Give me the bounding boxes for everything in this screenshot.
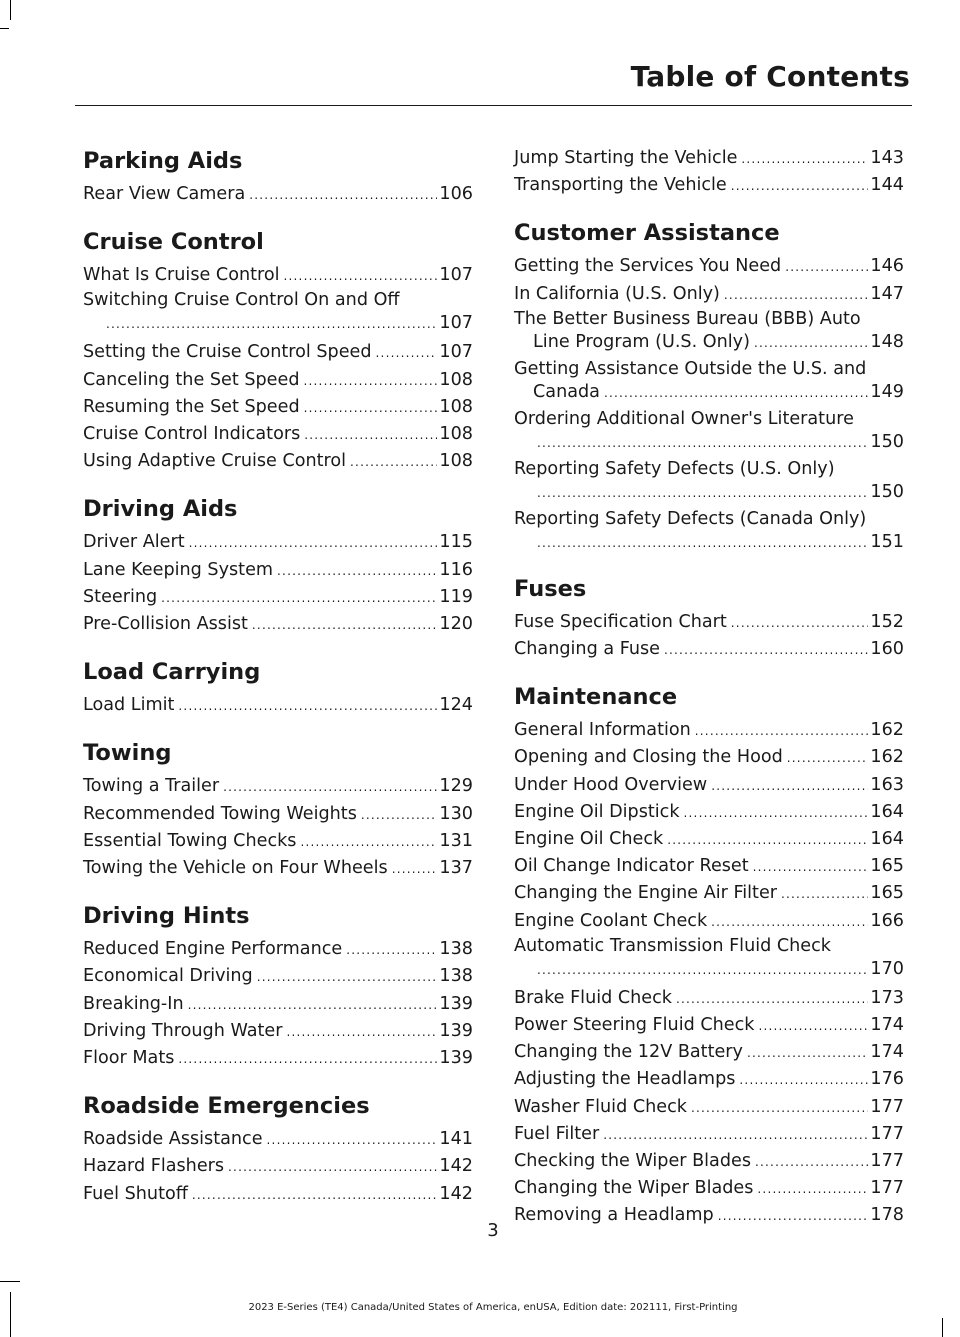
toc-entry[interactable] (514, 1066, 904, 1093)
dot-leader (249, 182, 437, 208)
dot-leader (304, 395, 438, 421)
toc-entry-title: The Better Business Bureau (BBB) Auto (514, 308, 861, 329)
dot-leader (376, 340, 438, 366)
toc-entry[interactable] (83, 1045, 473, 1072)
dot-leader (731, 610, 869, 636)
toc-entry[interactable] (514, 253, 904, 280)
toc-page-number: 147 (870, 283, 904, 304)
toc-page-number: 165 (870, 856, 904, 877)
toc-entry[interactable] (514, 880, 904, 907)
toc-entry-title: Checking the Wiper Blades (514, 1151, 752, 1172)
toc-entry-continuation (514, 381, 904, 405)
title-rule (75, 105, 912, 106)
toc-entry[interactable] (83, 611, 473, 638)
toc-page-number: 162 (870, 720, 904, 741)
edition-footer: 2023 E-Series (TE4) Canada/United States of America, enUSA, Edition date: 202111, First-Printing (248, 1302, 738, 1313)
toc-entry[interactable] (514, 636, 904, 663)
toc-entry-title: General Information (514, 720, 691, 741)
section-heading[interactable]: Driving Hints (83, 903, 250, 930)
continued-entries (514, 145, 904, 199)
toc-entry[interactable] (83, 584, 473, 611)
toc-entry-title: Roadside Assistance (83, 1129, 263, 1150)
dot-leader (731, 173, 869, 199)
section-heading[interactable]: Cruise Control (83, 229, 264, 256)
toc-entry[interactable] (514, 1148, 904, 1175)
toc-page-number: 129 (439, 776, 473, 797)
dot-leader (785, 254, 868, 280)
toc-entry-title: Driving Through Water (83, 1020, 283, 1041)
toc-page-number: 108 (439, 369, 473, 390)
toc-page-number: 177 (870, 1096, 904, 1117)
toc-entry-continuation (514, 331, 904, 355)
toc-page-number: 130 (439, 803, 473, 824)
toc-entry[interactable] (83, 529, 473, 556)
toc-entry-title: Driver Alert (83, 532, 185, 553)
toc-entry[interactable] (514, 1094, 904, 1121)
toc-column-left (83, 145, 473, 1226)
toc-entry-title: Towing the Vehicle on Four Wheels (83, 858, 388, 879)
dot-leader (228, 1154, 437, 1180)
dot-leader (753, 854, 869, 880)
toc-entry[interactable] (83, 1018, 473, 1045)
toc-entry-title: Fuel Shutoff (83, 1183, 188, 1204)
toc-page-number: 177 (870, 1178, 904, 1199)
toc-entry[interactable] (83, 936, 473, 963)
toc-page-number: 160 (870, 639, 904, 660)
toc-page-number: 120 (439, 614, 473, 635)
toc-entry-title: Ordering Additional Owner's Literature (514, 408, 854, 429)
toc-section (83, 493, 473, 638)
dot-leader (787, 745, 869, 771)
toc-entry[interactable] (514, 172, 904, 199)
toc-entry[interactable] (83, 557, 473, 584)
dot-leader (284, 263, 438, 289)
toc-entry-continuation (514, 481, 904, 505)
section-heading[interactable]: Fuses (514, 575, 587, 602)
toc-entry[interactable] (514, 772, 904, 799)
toc-page-number: 150 (870, 481, 904, 502)
dot-leader (346, 937, 437, 963)
toc-entry-title: Steering (83, 586, 158, 607)
toc-page-number: 177 (870, 1123, 904, 1144)
dot-leader (223, 774, 437, 800)
toc-entry-title: Switching Cruise Control On and Off (83, 290, 400, 311)
toc-page-number: 170 (870, 958, 904, 979)
toc-entry-title: Hazard Flashers (83, 1156, 225, 1177)
section-heading[interactable]: Customer Assistance (514, 220, 780, 247)
toc-entry[interactable] (83, 801, 473, 828)
toc-entry-title: Fuel Filter (514, 1123, 600, 1144)
toc-page-number: 164 (870, 801, 904, 822)
toc-page-number: 143 (870, 148, 904, 168)
toc-entry-title: Washer Fluid Check (514, 1096, 687, 1117)
dot-leader (252, 612, 437, 638)
toc-page-number: 108 (439, 396, 473, 417)
dot-leader (758, 1013, 868, 1039)
toc-entry-continuation (514, 431, 904, 455)
toc-section (83, 656, 473, 719)
toc-section (514, 217, 904, 554)
toc-entry[interactable] (83, 773, 473, 800)
dot-leader (695, 718, 869, 744)
toc-section (83, 737, 473, 882)
crop-mark-top-left-h (0, 28, 9, 29)
toc-entry[interactable] (83, 1126, 473, 1153)
toc-entry[interactable] (83, 991, 473, 1018)
dot-leader (747, 1040, 868, 1066)
toc-entry[interactable] (514, 609, 904, 636)
toc-page-number: 106 (439, 184, 473, 204)
toc-entry-title-continued: Canada (533, 381, 600, 402)
toc-entry-title-continued: Line Program (U.S. Only) (533, 331, 750, 352)
dot-leader (676, 986, 868, 1012)
toc-entry-continuation (514, 958, 904, 982)
toc-page-number: 138 (439, 939, 473, 960)
dot-leader (189, 530, 438, 556)
toc-page-number: 150 (870, 431, 904, 452)
toc-entry-title: Jump Starting the Vehicle (514, 148, 738, 168)
dot-leader (106, 313, 437, 336)
toc-entry-title: Economical Driving (83, 966, 253, 987)
toc-page-number: 107 (439, 342, 473, 363)
dot-leader (304, 422, 437, 448)
toc-entry-title: Removing a Headlamp (514, 1205, 714, 1226)
toc-entry-title: What Is Cruise Control (83, 265, 280, 286)
dot-leader (684, 800, 869, 826)
toc-entry-title: Setting the Cruise Control Speed (83, 342, 372, 363)
toc-entry-title: Floor Mats (83, 1048, 175, 1069)
toc-entry-title: Reduced Engine Performance (83, 939, 343, 960)
toc-entry[interactable] (514, 853, 904, 880)
dot-leader (667, 827, 868, 853)
toc-entry-title: Reporting Safety Defects (U.S. Only) (514, 458, 835, 479)
toc-page-number: 107 (439, 265, 473, 286)
toc-entry-title: Canceling the Set Speed (83, 369, 300, 390)
toc-entry-title: Getting the Services You Need (514, 256, 782, 277)
toc-entry[interactable] (83, 963, 473, 990)
toc-section (83, 145, 473, 208)
dot-leader (711, 909, 868, 935)
toc-entry-title: Reporting Safety Defects (Canada Only) (514, 508, 867, 529)
toc-entry[interactable] (514, 799, 904, 826)
toc-entry[interactable] (83, 367, 473, 394)
toc-entry[interactable] (514, 508, 904, 555)
toc-entry-title: Changing a Fuse (514, 639, 661, 660)
toc-page-number: 173 (870, 987, 904, 1008)
section-heading[interactable]: Driving Aids (83, 496, 238, 523)
toc-section (514, 681, 904, 1229)
toc-page-number: 176 (870, 1069, 904, 1090)
page-number: 3 (487, 1220, 499, 1241)
crop-mark-bottom-left-h (0, 1281, 20, 1282)
dot-leader (304, 368, 438, 394)
toc-entry-title: Under Hood Overview (514, 774, 708, 795)
toc-page-number: 178 (870, 1205, 904, 1226)
toc-entry[interactable] (83, 289, 473, 336)
toc-entry[interactable] (514, 458, 904, 505)
toc-page-number: 151 (870, 531, 904, 552)
toc-entry-title: Engine Oil Dipstick (514, 801, 680, 822)
toc-page-number: 162 (870, 747, 904, 768)
dot-leader (300, 829, 437, 855)
dot-leader (257, 964, 438, 990)
dot-leader (739, 1067, 868, 1093)
toc-entry-title: Opening and Closing the Hood (514, 747, 783, 768)
dot-leader (755, 1149, 868, 1175)
toc-page-number: 144 (870, 175, 904, 196)
dot-leader (691, 1095, 868, 1121)
dot-leader (161, 585, 437, 611)
toc-entry[interactable] (514, 1121, 904, 1148)
toc-entry-title: Towing a Trailer (83, 776, 220, 797)
crop-mark-bottom-right (942, 1318, 943, 1337)
dot-leader (188, 992, 438, 1018)
toc-entry[interactable] (514, 1012, 904, 1039)
dot-leader (537, 959, 868, 982)
toc-entry-title: Changing the Wiper Blades (514, 1178, 754, 1199)
toc-section (83, 226, 473, 475)
toc-entry[interactable] (83, 1181, 473, 1208)
dot-leader (267, 1127, 438, 1153)
toc-entry[interactable] (83, 1153, 473, 1180)
toc-entry-title: Using Adaptive Cruise Control (83, 451, 347, 472)
toc-page-number: 107 (439, 313, 473, 334)
toc-entry[interactable] (83, 181, 473, 208)
toc-page-number: 148 (870, 331, 904, 352)
dot-leader (537, 432, 868, 455)
toc-entry-continuation (514, 531, 904, 555)
toc-entry-title: Oil Change Indicator Reset (514, 856, 749, 877)
toc-page-number: 165 (870, 883, 904, 904)
toc-entry[interactable] (83, 394, 473, 421)
toc-entry[interactable] (514, 1039, 904, 1066)
toc-entry-title: Load Limit (83, 695, 175, 716)
toc-entry-title: Engine Coolant Check (514, 910, 708, 931)
toc-section (83, 1090, 473, 1208)
dot-leader (361, 802, 438, 828)
section-heading[interactable]: Roadside Emergencies (83, 1093, 370, 1120)
toc-entry[interactable] (514, 281, 904, 308)
toc-entry[interactable] (83, 339, 473, 366)
toc-entry-title: Power Steering Fluid Check (514, 1015, 755, 1036)
dot-leader (664, 637, 868, 663)
crop-mark-top-left (10, 0, 11, 20)
toc-entry[interactable] (514, 744, 904, 771)
toc-page-number: 119 (439, 586, 473, 607)
toc-column-right (514, 145, 904, 1248)
toc-entry[interactable] (514, 908, 904, 935)
section-heading[interactable]: Towing (83, 740, 172, 767)
toc-entry[interactable] (83, 262, 473, 289)
section-heading[interactable]: Load Carrying (83, 659, 261, 686)
toc-page-number: 124 (439, 695, 473, 716)
page-title: Table of Contents (630, 60, 910, 93)
toc-entry[interactable] (83, 448, 473, 475)
dot-leader (741, 146, 868, 172)
toc-entry-title: Breaking-In (83, 993, 184, 1014)
toc-entry-title: Cruise Control Indicators (83, 424, 301, 445)
toc-entry-title: Brake Fluid Check (514, 987, 672, 1008)
toc-page-number: 146 (870, 256, 904, 277)
section-heading[interactable]: Maintenance (514, 684, 678, 711)
dot-leader (178, 1046, 437, 1072)
toc-page-number: 142 (439, 1156, 473, 1177)
toc-page-number: 164 (870, 829, 904, 850)
toc-page-number: 115 (439, 532, 473, 553)
toc-entry[interactable] (514, 358, 904, 405)
toc-page-number: 152 (870, 611, 904, 632)
toc-page-number: 163 (870, 774, 904, 795)
toc-entry[interactable] (514, 308, 904, 355)
toc-entry-title: Automatic Transmission Fluid Check (514, 935, 831, 956)
toc-entry-title: Fuse Specification Chart (514, 611, 727, 632)
toc-entry-title: In California (U.S. Only) (514, 283, 720, 304)
toc-entry-title: Rear View Camera (83, 184, 246, 204)
dot-leader (277, 558, 437, 584)
toc-page-number: 108 (439, 424, 473, 445)
dot-leader (754, 332, 868, 355)
toc-entry-title: Essential Towing Checks (83, 830, 297, 851)
section-heading[interactable]: Parking Aids (83, 148, 243, 174)
toc-entry[interactable] (514, 408, 904, 455)
crop-mark-bottom-left (10, 1292, 11, 1337)
toc-page-number: 131 (439, 830, 473, 851)
toc-page-number: 108 (439, 451, 473, 472)
toc-page-number: 137 (439, 858, 473, 879)
toc-entry[interactable] (83, 828, 473, 855)
toc-entry[interactable] (83, 421, 473, 448)
toc-page-number: 177 (870, 1151, 904, 1172)
dot-leader (603, 1122, 868, 1148)
dot-leader (724, 282, 868, 308)
toc-entry-title: Lane Keeping System (83, 559, 274, 580)
toc-page-number: 149 (870, 381, 904, 402)
toc-page-number: 139 (439, 1020, 473, 1041)
toc-entry-title: Engine Oil Check (514, 829, 664, 850)
dot-leader (392, 856, 438, 882)
dot-leader (757, 1176, 868, 1202)
toc-entry[interactable] (514, 145, 904, 172)
dot-leader (350, 449, 437, 475)
dot-leader (537, 532, 868, 555)
toc-page-number: 142 (439, 1183, 473, 1204)
toc-entry[interactable] (514, 935, 904, 982)
dot-leader (781, 881, 868, 907)
toc-entry[interactable] (514, 826, 904, 853)
toc-entry-continuation (83, 312, 473, 336)
dot-leader (711, 773, 868, 799)
toc-section (83, 900, 473, 1072)
toc-page-number: 116 (439, 559, 473, 580)
toc-entry-title: Recommended Towing Weights (83, 803, 357, 824)
toc-entry[interactable] (514, 985, 904, 1012)
toc-page-number: 141 (439, 1129, 473, 1150)
toc-entry-title: Transporting the Vehicle (514, 175, 727, 196)
toc-entry-title: Changing the Engine Air Filter (514, 883, 778, 904)
dot-leader (178, 693, 437, 719)
toc-entry[interactable] (83, 855, 473, 882)
dot-leader (192, 1182, 438, 1208)
toc-entry-title: Changing the 12V Battery (514, 1042, 743, 1063)
toc-entry-title: Getting Assistance Outside the U.S. and (514, 358, 867, 379)
dot-leader (604, 382, 868, 405)
toc-section (514, 573, 904, 663)
toc-page-number: 166 (870, 910, 904, 931)
toc-page-number: 139 (439, 1048, 473, 1069)
toc-entry-title: Resuming the Set Speed (83, 396, 300, 417)
toc-page-number: 138 (439, 966, 473, 987)
toc-entry[interactable] (514, 1175, 904, 1202)
toc-page-number: 139 (439, 993, 473, 1014)
toc-entry-title: Pre-Collision Assist (83, 614, 248, 635)
toc-page-number: 174 (870, 1015, 904, 1036)
toc-entry-title: Adjusting the Headlamps (514, 1069, 736, 1090)
dot-leader (286, 1019, 437, 1045)
dot-leader (537, 482, 868, 505)
toc-page-number: 174 (870, 1042, 904, 1063)
toc-entry[interactable] (83, 692, 473, 719)
toc-entry[interactable] (514, 717, 904, 744)
